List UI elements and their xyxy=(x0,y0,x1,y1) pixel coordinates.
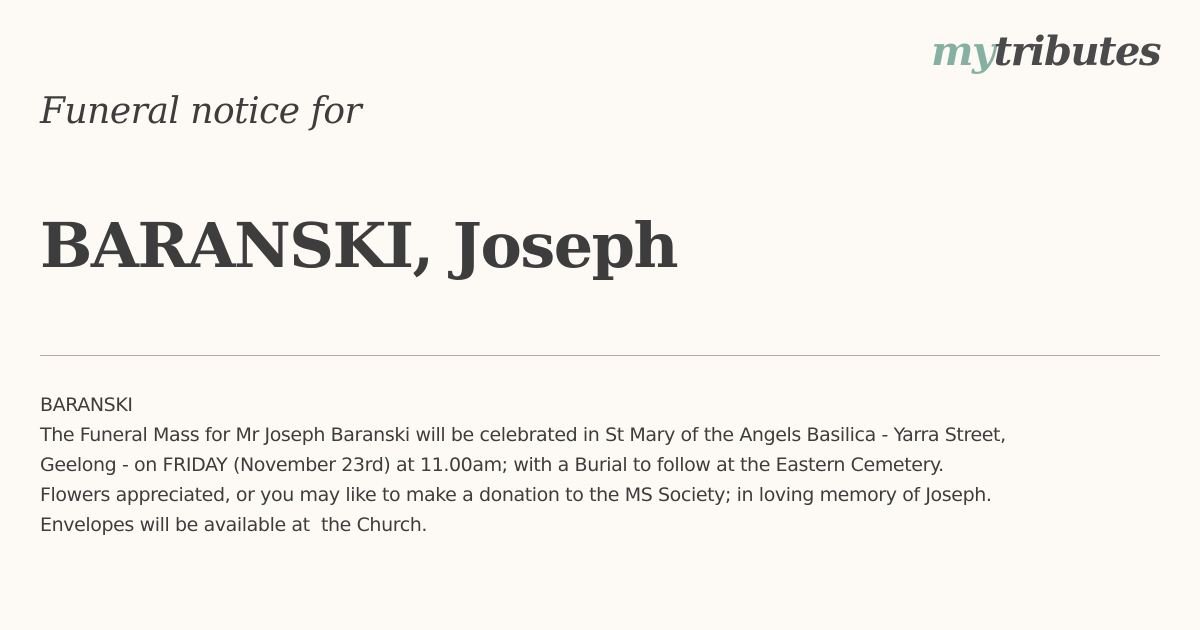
logo-text-tributes: tributes xyxy=(993,28,1160,75)
notice-line-date-burial: Geelong - on FRIDAY (November 23rd) at 11.00am; with a Burial to follow at the Eastern Cemetery. xyxy=(40,454,944,476)
notice-line-flowers-donation: Flowers appreciated, or you may like to make a donation to the MS Society; in loving memory of Joseph. xyxy=(40,484,992,506)
funeral-notice-heading: Funeral notice for xyxy=(40,91,362,132)
section-divider xyxy=(40,355,1160,356)
notice-body xyxy=(40,390,1160,540)
logo-text-my: my xyxy=(931,28,994,75)
deceased-name: BARANSKI, Joseph xyxy=(40,209,678,282)
notice-line-surname: BARANSKI xyxy=(40,394,133,416)
mytributes-logo xyxy=(931,28,1160,75)
notice-line-mass-details: The Funeral Mass for Mr Joseph Baranski will be celebrated in St Mary of the Angels Basilica - Yarra Street, xyxy=(40,424,1006,446)
notice-line-envelopes: Envelopes will be available at the Church. xyxy=(40,514,428,536)
